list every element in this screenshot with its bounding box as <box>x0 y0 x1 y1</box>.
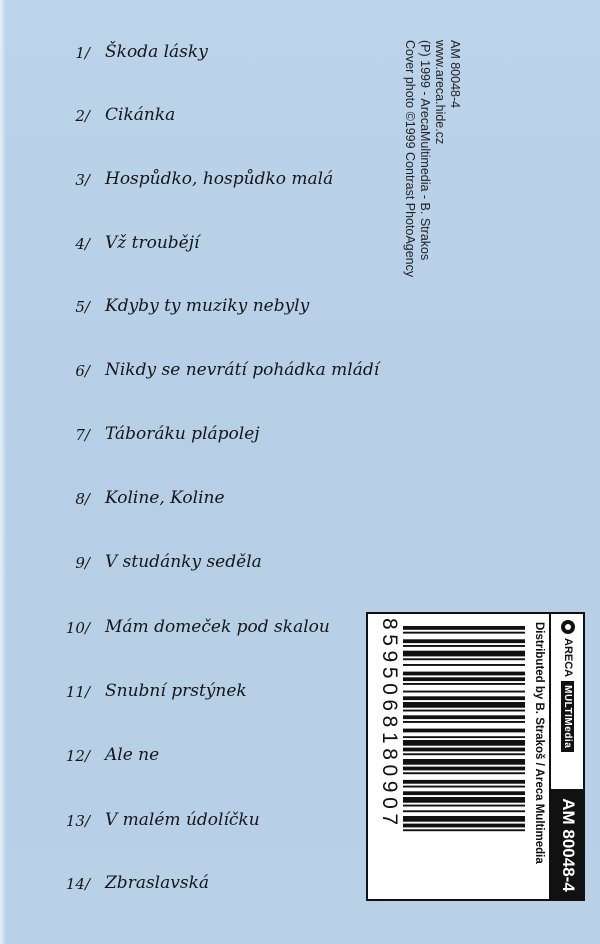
track-number: 13/ <box>65 812 90 830</box>
track-item <box>0 745 420 773</box>
catalog-number: AM 80048-4 <box>448 40 462 109</box>
track-number: 6/ <box>75 362 90 380</box>
track-title: V studánky seděla <box>105 552 262 572</box>
track-number: 3/ <box>75 171 90 189</box>
track-item <box>0 810 420 838</box>
track-item <box>0 424 420 452</box>
track-title: Zbraslavská <box>105 873 210 893</box>
track-item <box>0 296 420 324</box>
website-text: www.areca.hide.cz <box>433 40 447 145</box>
barcode-bars-icon <box>403 624 525 894</box>
track-number: 14/ <box>65 875 90 893</box>
track-number: 1/ <box>75 44 90 62</box>
areca-logo <box>557 620 579 752</box>
credits-block <box>402 40 462 277</box>
track-title: Ale ne <box>105 745 160 765</box>
track-title: Táboráku plápolej <box>105 424 260 444</box>
barcode-box <box>366 612 585 901</box>
photo-credit: Cover photo ©1999 Contrast PhotoAgency <box>403 40 417 278</box>
track-title: Snubní prstýnek <box>105 681 247 701</box>
track-number: 8/ <box>75 490 90 508</box>
track-item <box>0 488 420 516</box>
copyright-text: (P) 1999 - ArecaMultimedia - B. Strakos <box>418 40 432 261</box>
track-item <box>0 552 420 580</box>
track-title: Koline, Koline <box>105 488 225 508</box>
areca-logo-icon <box>561 620 575 634</box>
track-number: 12/ <box>65 747 90 765</box>
track-number: 4/ <box>75 235 90 253</box>
track-item <box>0 360 420 388</box>
logo-text: ARECA <box>562 638 574 678</box>
track-title: Nikdy se nevrátí pohádka mládí <box>105 360 380 380</box>
track-item <box>0 105 420 133</box>
barcode-digits: 8595068180907 <box>378 618 401 830</box>
track-number: 2/ <box>75 107 90 125</box>
track-item <box>0 42 420 70</box>
track-title: Škoda lásky <box>105 42 208 62</box>
track-item <box>0 681 420 709</box>
barcode-catalog-number: AM 80048-4 <box>551 789 585 901</box>
distributor-text: Distributed by B. Strakoš / Areca Multimedia <box>533 622 545 864</box>
track-item <box>0 617 420 645</box>
track-title: Kdyby ty muziky nebyly <box>105 296 310 316</box>
track-number: 11/ <box>65 683 90 701</box>
track-title: V malém údolíčku <box>105 810 260 830</box>
track-item <box>0 169 420 197</box>
track-item <box>0 233 420 261</box>
track-number: 10/ <box>65 619 90 637</box>
track-title: Mám domeček pod skalou <box>105 617 330 637</box>
barcode-header <box>549 614 585 901</box>
track-title: Vž troubějí <box>105 233 200 253</box>
track-title: Cikánka <box>105 105 176 125</box>
barcode-panel <box>368 614 585 901</box>
track-number: 9/ <box>75 554 90 572</box>
track-item <box>0 873 420 901</box>
logo-multimedia: MULTIMedia <box>562 681 575 752</box>
track-title: Hospůdko, hospůdko malá <box>105 169 334 189</box>
track-number: 5/ <box>75 298 90 316</box>
track-number: 7/ <box>75 426 90 444</box>
